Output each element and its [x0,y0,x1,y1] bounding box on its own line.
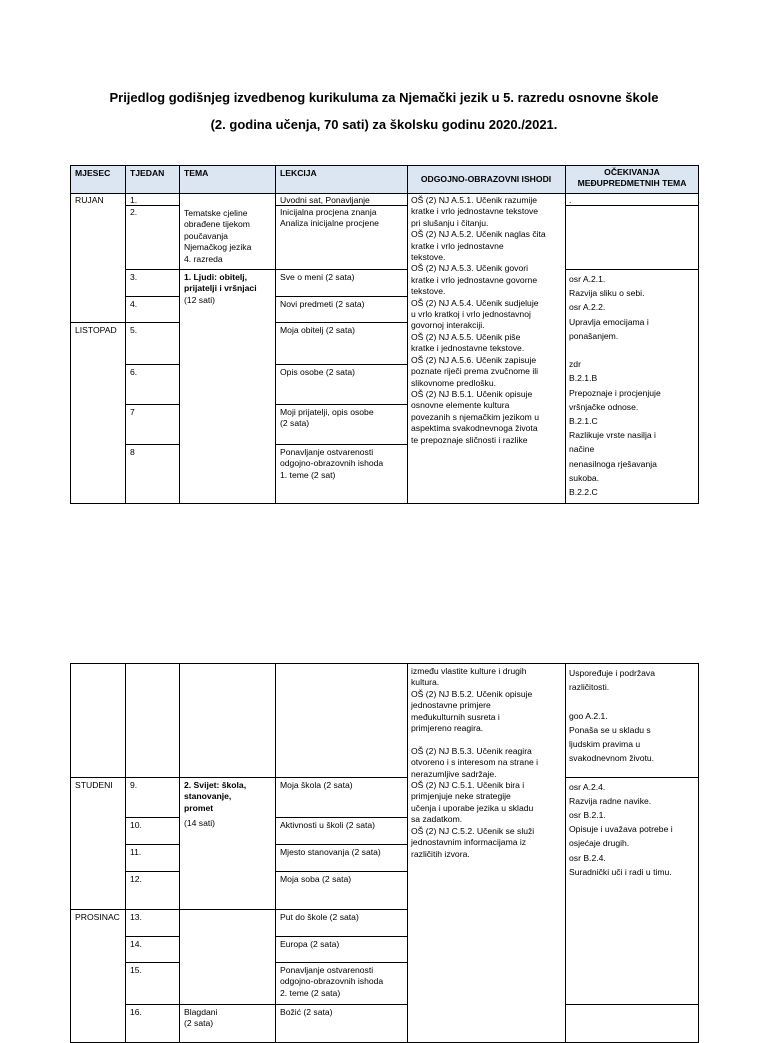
lesson-cell: Božić (2 sata) [280,1007,333,1017]
outcomes-text: OŠ (2) NJ A.5.1. Učenik razumije kratke i vrlo jednostavne tekstove pri slušanju i čitanju. OŠ (2) NJ A.5.2. Učenik naglas čita kratke i vrlo jednostavne tekstove. OŠ (2) NJ A.5.3. Učenik govori kratke i vrlo jednostavne govorne tekstove. OŠ (2) NJ A.5.4. Učenik sudjeluje u vrlo kratkoj i vrlo jednostavnoj govornoj interakciji. OŠ (2) NJ A.5.5. Učenik piše kratke i jednostavne tekstove. OŠ (2) NJ A.5.6. Učenik zapisuje poznate riječi prema zvučnome ili slikovnome predlošku. OŠ (2) NJ B.5.1. Učenik opisuje osnovne elemente kultura povezanih s njemačkim jezikom u aspektima svakodnevnoga života te prepoznaje sličnosti i razlike [411,195,546,445]
row-divider [125,364,179,365]
week-number: 16. [130,1007,142,1017]
lesson-cell: Aktivnosti u školi (2 sata) [280,820,376,830]
row-divider [275,444,407,445]
header-tjedan: TJEDAN [130,168,165,178]
week-number: 8 [130,447,135,457]
week-number: 3. [130,272,138,282]
tema-2-name: 2. Svijet: škola, stanovanje, promet [184,780,247,813]
lesson-cell: Uvodni sat, Ponavljanje [280,195,370,205]
week-number: 10. [130,820,142,830]
col-divider [125,663,126,1043]
row-divider [565,1004,699,1005]
month-rujan: RUJAN [75,195,104,205]
lesson-cell: Europa (2 sata) [280,939,340,949]
row-divider [125,444,179,445]
col-divider [275,165,276,504]
week-number: 9. [130,780,138,790]
row-divider [125,962,179,963]
week-number: 2. [130,207,138,217]
row-divider [125,1004,279,1005]
week-number: 15. [130,965,142,975]
month-prosinac: PROSINAC [75,912,120,922]
row-divider [275,364,407,365]
tema-intro: Tematske cjeline obrađene tijekom poučavanja Njemačkog jezika 4. razreda [184,208,252,264]
col-divider [179,165,180,504]
lesson-cell: Opis osobe (2 sata) [280,367,355,377]
week-number: 5. [130,325,138,335]
row-divider [125,936,179,937]
week-number: 11. [130,847,142,857]
col-divider [407,165,408,504]
row-divider [565,269,699,270]
expectations-text: Uspoređuje i podržava različitosti. goo A.2.1. Ponaša se u skladu s ljudskim pravima u svakodnevnom životu. osr A.2.4. Razvija radne navike. osr B.2.1. Opisuje i uvažava potrebe i osjećaje drugih. osr B.2.4. Suradnički uči i radi u timu. [569,668,673,877]
col-divider [275,663,276,1043]
row-divider [125,871,179,872]
tema-1-name: 1. Ljudi: obitelj, prijatelji i vršnjaci [184,272,257,294]
col-divider [565,663,566,1043]
col-divider [407,663,408,1043]
col-divider [179,663,180,1043]
week-number: 7 [130,407,135,417]
row-divider [275,844,407,845]
row-divider [125,296,179,297]
row-divider [125,844,179,845]
month-studeni: STUDENI [75,780,113,790]
header-lekcija: LEKCIJA [280,168,317,178]
row-divider [125,269,407,270]
row-divider [125,817,179,818]
lesson-cell: Mjesto stanovanja (2 sata) [280,847,381,857]
lesson-cell: Sve o meni (2 sata) [280,272,355,282]
lesson-cell: Moji prijatelji, opis osobe (2 sata) [280,407,374,429]
row-divider [275,296,407,297]
lesson-cell: Moja soba (2 sata) [280,874,352,884]
col-divider [565,165,566,504]
tema-blagdani: Blagdani (2 sata) [184,1007,218,1029]
lesson-cell: Moja obitelj (2 sata) [280,325,355,335]
tema-2-hours: (14 sati) [184,818,216,828]
lesson-cell: Put do škole (2 sata) [280,912,359,922]
row-divider [70,909,407,910]
row-divider [275,322,407,323]
lesson-cell: Inicijalna procjena znanja Analiza inicijalne procjene [280,207,379,229]
header-ocekivanja: OČEKIVANJA MEĐUPREDMETNIH TEMA [577,167,687,189]
lesson-cell: Ponavljanje ostvarenosti odgojno-obrazovnih ishoda 2. teme (2 sata) [280,965,384,998]
document-subtitle: (2. godina učenja, 70 sati) za školsku godinu 2020./2021. [210,117,558,132]
lesson-cell: Ponavljanje ostvarenosti odgojno-obrazovnih ishoda 1. teme (2 sat) [280,447,384,480]
row-divider [565,205,699,206]
lesson-cell: Novi predmeti (2 sata) [280,299,365,309]
header-tema: TEMA [184,168,209,178]
col-divider [125,165,126,504]
row-divider [70,322,179,323]
row-divider [275,871,407,872]
header-mjesec: MJESEC [75,168,111,178]
tema-1-hours: (12 sati) [184,295,216,305]
week-number: 14. [130,939,142,949]
row-divider [275,1004,407,1005]
row-divider [275,962,407,963]
expectations-text: osr A.2.1. Razvija sliku o sebi. osr A.2.2. Upravlja emocijama i ponašanjem. zdr B.2.1.B Prepoznaje i procjenjuje vršnjačke odnose. B.2.1.C Razlikuje vrste nasilja i načine nenasilnoga rješavanja sukoba. B.2.2.C [569,274,661,498]
row-divider [275,404,407,405]
week-number: 13. [130,912,142,922]
header-divider [70,193,699,194]
expectation-dot: . [569,195,572,205]
row-divider [275,936,407,937]
month-listopad: LISTOPAD [75,325,117,335]
header-ishodi: ODGOJNO-OBRAZOVNI ISHODI [420,174,552,184]
row-divider [275,817,407,818]
row-divider [125,404,179,405]
row-divider [70,777,407,778]
week-number: 6. [130,367,138,377]
week-number: 1. [130,195,138,205]
document-title: Prijedlog godišnjeg izvedbenog kurikuluma za Njemački jezik u 5. razredu osnovne škole [109,90,659,105]
week-number: 4. [130,299,138,309]
outcomes-text: između vlastite kulture i drugih kultura. OŠ (2) NJ B.5.2. Učenik opisuje jednostavne primjere međukulturnih susreta i primjereno reagira. OŠ (2) NJ B.5.3. Učenik reagira otvoreno i s interesom na strane i nerazumljive sadržaje. OŠ (2) NJ C.5.1. Učenik bira i primjenjuje neke strategije učenja i uporabe jezika u skladu sa zadatkom. OŠ (2) NJ C.5.2. Učenik se služi jednostavnim informacijama iz različitih izvora. [411,666,539,859]
week-number: 12. [130,874,142,884]
lesson-cell: Moja škola (2 sata) [280,780,353,790]
